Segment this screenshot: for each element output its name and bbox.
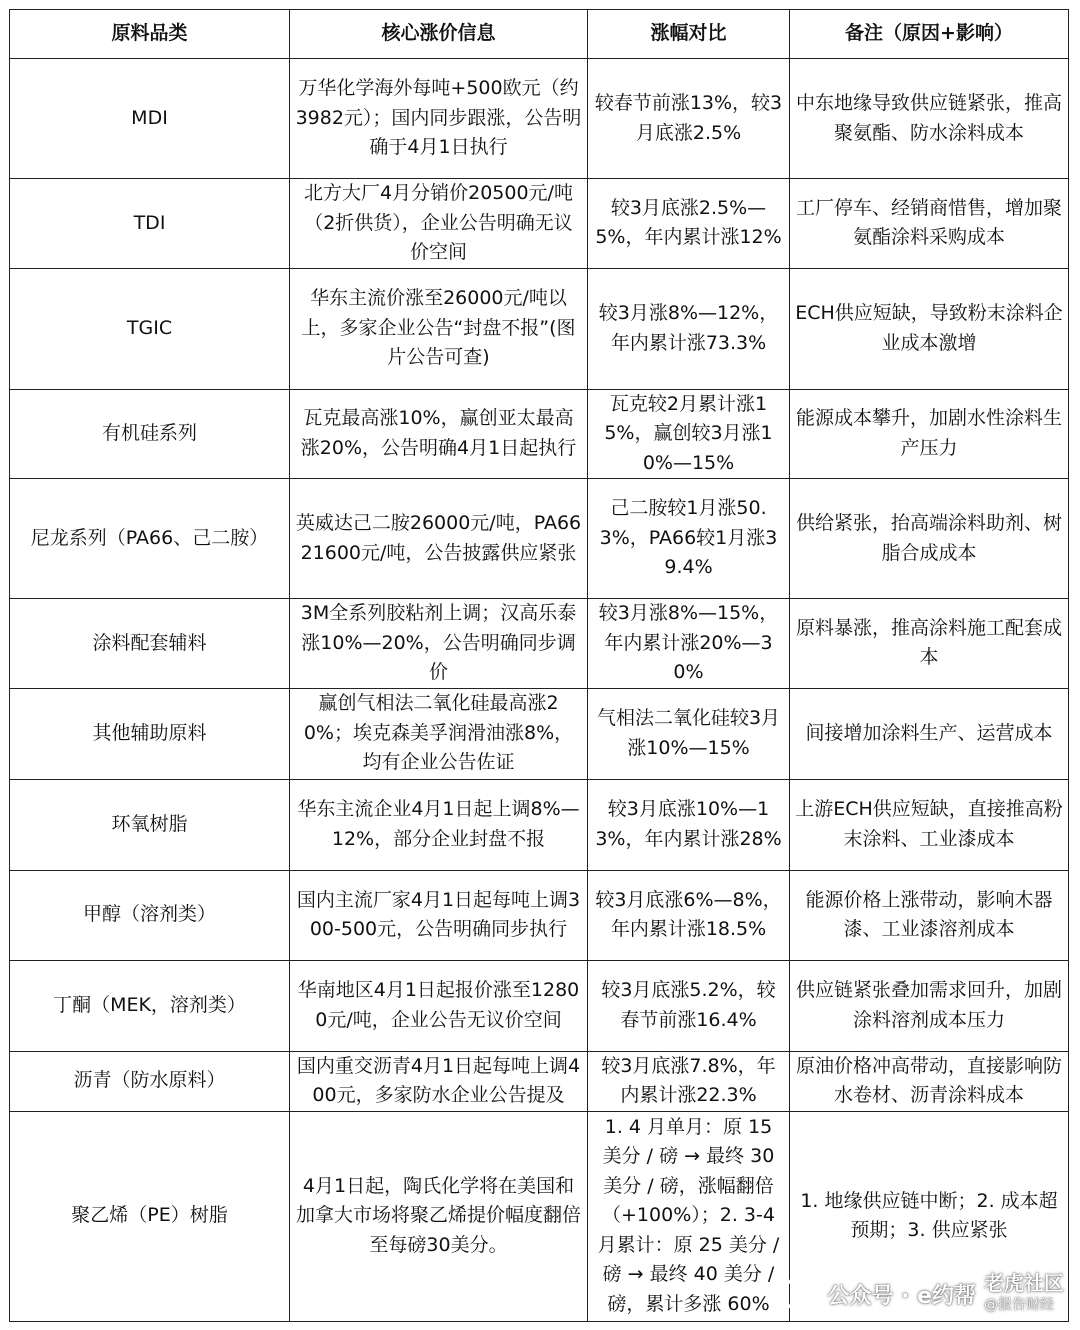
table-row xyxy=(10,688,1069,779)
comparison-cell: 较3月底涨5.2%，较春节前涨16.4% xyxy=(588,960,790,1051)
core-info-cell: 华南地区4月1日起报价涨至12800元/吨，企业公告无议价空间 xyxy=(290,960,588,1051)
note-cell: ECH供应短缺，导致粉末涂料企业成本激增 xyxy=(790,268,1069,389)
core-info-cell: 华东主流企业4月1日起上调8%—12%，部分企业封盘不报 xyxy=(290,779,588,870)
note-cell: 供给紧张，抬高端涂料助剂、树脂合成成本 xyxy=(790,479,1069,599)
material-name-cell: 甲醇（溶剂类） xyxy=(10,870,290,960)
note-cell: 原料暴涨，推高涂料施工配套成本 xyxy=(790,599,1069,689)
watermark-account: 公众号 · e约帮 xyxy=(827,1283,976,1309)
core-info-cell: 国内重交沥青4月1日起每吨上调400元，多家防水企业公告提及 xyxy=(290,1051,588,1111)
price-table xyxy=(9,9,1069,1322)
note-cell: 原油价格冲高带动，直接影响防水卷材、沥青涂料成本 xyxy=(790,1051,1069,1111)
material-name-cell: 丁酮（MEK，溶剂类） xyxy=(10,960,290,1051)
note-cell: 能源成本攀升，加剧水性涂料生产压力 xyxy=(790,389,1069,479)
comparison-cell: 较3月涨8%—12%，年内累计涨73.3% xyxy=(588,268,790,389)
comparison-cell: 较3月底涨6%—8%，年内累计涨18.5% xyxy=(588,870,790,960)
core-info-cell: 瓦克最高涨10%，赢创亚太最高涨20%，公告明确4月1日起执行 xyxy=(290,389,588,479)
comparison-cell: 瓦克较2月累计涨15%，赢创较3月涨10%—15% xyxy=(588,389,790,479)
core-info-cell: 国内主流厂家4月1日起每吨上调300-500元，公告明确同步执行 xyxy=(290,870,588,960)
core-info-cell: 万华化学海外每吨+500欧元（约3982元）；国内同步跟涨，公告明确于4月1日执行 xyxy=(290,59,588,179)
material-name-cell: 沥青（防水原料） xyxy=(10,1051,290,1111)
material-name-cell: MDI xyxy=(10,59,290,179)
comparison-cell: 较3月底涨7.8%，年内累计涨22.3% xyxy=(588,1051,790,1111)
core-info-cell: 华东主流价涨至26000元/吨以上，多家企业公告“封盘不报”(图片公告可查) xyxy=(290,268,588,389)
header-row xyxy=(10,10,1069,59)
table-row xyxy=(10,59,1069,179)
header-note: 备注（原因+影响） xyxy=(790,10,1069,59)
core-info-cell: 英威达己二胺26000元/吨，PA66 21600元/吨，公告披露供应紧张 xyxy=(290,479,588,599)
note-cell: 能源价格上涨带动，影响木器漆、工业漆溶剂成本 xyxy=(790,870,1069,960)
material-name-cell: TDI xyxy=(10,179,290,269)
note-cell: 供应链紧张叠加需求回升，加剧涂料溶剂成本压力 xyxy=(790,960,1069,1051)
material-name-cell: 有机硅系列 xyxy=(10,389,290,479)
comparison-cell: 较3月底涨10%—13%，年内累计涨28% xyxy=(588,779,790,870)
table-row xyxy=(10,268,1069,389)
material-name-cell: 其他辅助原料 xyxy=(10,688,290,779)
header-core-info: 核心涨价信息 xyxy=(290,10,588,59)
table-row xyxy=(10,870,1069,960)
comparison-cell: 1. 4 月单月：原 15 美分 / 磅 → 最终 30 美分 / 磅，涨幅翻倍（+100%）；2. 3-4 月累计：原 25 美分 / 磅 → 最终 40 美分 / 磅，累计多涨 60% xyxy=(588,1111,790,1321)
table-row xyxy=(10,779,1069,870)
note-cell: 间接增加涂料生产、运营成本 xyxy=(790,688,1069,779)
note-cell: 工厂停车、经销商惜售，增加聚氨酯涂料采购成本 xyxy=(790,179,1069,269)
material-name-cell: 环氧树脂 xyxy=(10,779,290,870)
table-row xyxy=(10,960,1069,1051)
table-row xyxy=(10,389,1069,479)
material-name-cell: 涂料配套辅料 xyxy=(10,599,290,689)
comparison-cell: 较3月涨8%—15%，年内累计涨20%—30% xyxy=(588,599,790,689)
table-row xyxy=(10,479,1069,599)
comparison-cell: 己二胺较1月涨50.3%，PA66较1月涨39.4% xyxy=(588,479,790,599)
core-info-cell: 赢创气相法二氧化硅最高涨20%；埃克森美孚润滑油涨8%，均有企业公告佐证 xyxy=(290,688,588,779)
table-row xyxy=(10,1051,1069,1111)
watermark-brand: 老虎社区 xyxy=(984,1271,1064,1295)
wechat-icon xyxy=(781,1275,819,1313)
watermark-sub: @报告财经 xyxy=(984,1297,1054,1313)
comparison-cell: 气相法二氧化硅较3月涨10%—15% xyxy=(588,688,790,779)
core-info-cell: 4月1日起，陶氏化学将在美国和加拿大市场将聚乙烯提价幅度翻倍至每磅30美分。 xyxy=(290,1111,588,1321)
material-name-cell: TGIC xyxy=(10,268,290,389)
core-info-cell: 北方大厂4月分销价20500元/吨（2折供货），企业公告明确无议价空间 xyxy=(290,179,588,269)
header-comparison: 涨幅对比 xyxy=(588,10,790,59)
header-material: 原料品类 xyxy=(10,10,290,59)
core-info-cell: 3M全系列胶粘剂上调；汉高乐泰涨10%—20%，公告明确同步调价 xyxy=(290,599,588,689)
watermark xyxy=(781,1272,1064,1316)
note-cell: 中东地缘导致供应链紧张，推高聚氨酯、防水涂料成本 xyxy=(790,59,1069,179)
note-cell: 上游ECH供应短缺，直接推高粉末涂料、工业漆成本 xyxy=(790,779,1069,870)
comparison-cell: 较春节前涨13%，较3月底涨2.5% xyxy=(588,59,790,179)
note-cell: 1. 地缘供应链中断；2. 成本超预期；3. 供应紧张 xyxy=(790,1111,1069,1321)
material-name-cell: 聚乙烯（PE）树脂 xyxy=(10,1111,290,1321)
table-row xyxy=(10,599,1069,689)
comparison-cell: 较3月底涨2.5%—5%，年内累计涨12% xyxy=(588,179,790,269)
material-name-cell: 尼龙系列（PA66、己二胺） xyxy=(10,479,290,599)
table-row xyxy=(10,179,1069,269)
